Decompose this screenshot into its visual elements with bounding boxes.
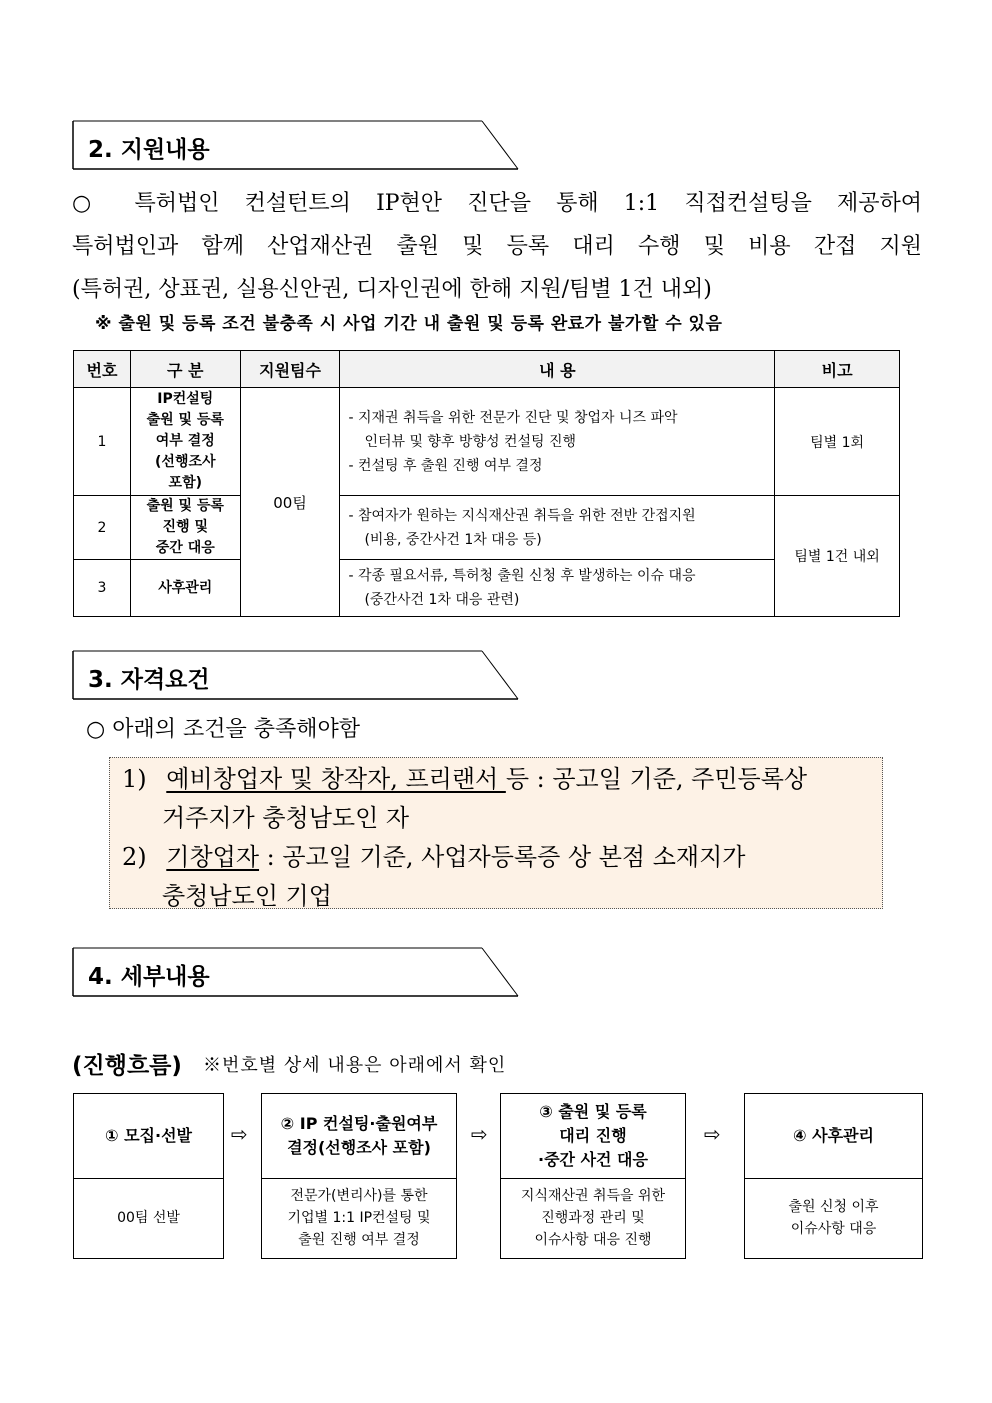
row-category xyxy=(130,496,240,560)
item-text: : 공고일 기준, 사업자등록증 상 본점 소재지가 xyxy=(259,843,746,871)
right-arrow-icon: ⇨ xyxy=(231,1122,248,1146)
item-label: 기창업자 xyxy=(166,843,260,871)
table-row xyxy=(74,388,900,496)
step-body xyxy=(501,1178,685,1258)
category-line: 출원 및 등록 xyxy=(146,498,224,514)
header-content: 내 용 xyxy=(340,351,775,388)
table-row xyxy=(74,496,900,560)
step-heading xyxy=(262,1094,456,1179)
teams-cell: 00팀 xyxy=(240,388,340,617)
section-2-header xyxy=(72,120,520,170)
step-body xyxy=(74,1178,223,1258)
paragraph-line: (특허권, 상표권, 실용신안권, 디자인권에 한해 지원/팀별 1건 내외) xyxy=(72,277,712,302)
header-category: 구 분 xyxy=(130,351,240,388)
body-line: 이슈사항 대응 xyxy=(790,1221,877,1237)
body-line: 진행과정 관리 및 xyxy=(541,1210,645,1226)
heading-line: 결정(선행조사 포함) xyxy=(287,1138,431,1157)
row-content xyxy=(340,388,775,496)
step-body xyxy=(745,1178,922,1258)
section-2-paragraph xyxy=(72,182,922,311)
category-line: (선행조사 xyxy=(155,454,216,470)
body-line: 출원 진행 여부 결정 xyxy=(298,1232,420,1248)
section-3-header xyxy=(72,650,520,700)
heading-line: ·중간 사건 대응 xyxy=(538,1150,648,1169)
content-line: 인터뷰 및 향후 방향성 컨설팅 진행 xyxy=(364,433,577,450)
category-line: IP컨설팅 xyxy=(157,391,214,407)
category-line: 여부 결정 xyxy=(155,433,215,449)
item-number: 2) xyxy=(122,843,147,871)
section-4-title: 4. 세부내용 xyxy=(88,964,210,990)
content-line: - 지재권 취득을 위한 전문가 진단 및 창업자 니즈 파악 xyxy=(348,409,678,426)
right-arrow-icon: ⇨ xyxy=(704,1122,721,1146)
row-num: 2 xyxy=(74,496,131,560)
flow-note: ※번호별 상세 내용은 아래에서 확인 xyxy=(203,1055,507,1076)
flow-step-4 xyxy=(744,1093,923,1259)
heading-line: ② IP 컨설팅·출원여부 xyxy=(280,1114,438,1133)
flow-title: (진행흐름) xyxy=(72,1053,182,1079)
row-note: 팀별 1건 내외 xyxy=(775,496,900,617)
body-line: 00팀 선발 xyxy=(117,1210,180,1226)
body-line: 전문가(변리사)를 통한 xyxy=(290,1188,428,1204)
section-4-header xyxy=(72,947,520,997)
qualification-box xyxy=(109,757,883,909)
item-text: 등 : 공고일 기준, 주민등록상 xyxy=(505,765,808,793)
row-content xyxy=(340,560,775,617)
category-line: 사후관리 xyxy=(158,579,213,596)
qualification-item xyxy=(122,838,882,877)
paragraph-line: ○ 특허법인 컨설턴트의 IP현안 진단을 통해 1:1 직접컨설팅을 제공하여 xyxy=(72,191,922,216)
flow-step-1 xyxy=(73,1093,224,1259)
flow-step-3 xyxy=(500,1093,686,1259)
paragraph-line: 특허법인과 함께 산업재산권 출원 및 등록 대리 수행 및 비용 간접 지원 xyxy=(72,234,922,259)
section-3-title: 3. 자격요건 xyxy=(88,667,210,693)
content-line: - 각종 필요서류, 특허청 출원 신청 후 발생하는 이슈 대응 xyxy=(348,568,696,584)
flow-step-2 xyxy=(261,1093,457,1259)
body-line: 지식재산권 취득을 위한 xyxy=(520,1188,666,1204)
item-text-continued: 거주지가 충청남도인 자 xyxy=(162,804,410,832)
table-header-row xyxy=(74,351,900,388)
category-line: 중간 대응 xyxy=(155,540,215,556)
qualification-item xyxy=(122,760,882,799)
row-num: 3 xyxy=(74,560,131,617)
category-line: 진행 및 xyxy=(162,519,208,535)
row-category xyxy=(130,560,240,617)
step-heading xyxy=(501,1094,685,1179)
section-2-title: 2. 지원내용 xyxy=(88,137,210,163)
header-teams: 지원팀수 xyxy=(240,351,340,388)
item-number: 1) xyxy=(122,765,147,793)
heading-line: ④ 사후관리 xyxy=(793,1126,874,1145)
row-content xyxy=(340,496,775,560)
step-body xyxy=(262,1178,456,1258)
heading-line: 대리 진행 xyxy=(559,1126,627,1145)
item-text-continued: 충청남도인 기업 xyxy=(162,882,332,910)
step-heading xyxy=(745,1094,922,1179)
row-category xyxy=(130,388,240,496)
row-num: 1 xyxy=(74,388,131,496)
item-label: 예비창업자 및 창작자, 프리랜서 xyxy=(166,765,506,793)
right-arrow-icon: ⇨ xyxy=(471,1122,488,1146)
header-note: 비고 xyxy=(775,351,900,388)
body-line: 출원 신청 이후 xyxy=(788,1199,879,1215)
content-line: (비용, 중간사건 1차 대응 등) xyxy=(364,531,542,548)
section-3-intro: ○ 아래의 조건을 충족해야함 xyxy=(86,717,360,742)
header-num: 번호 xyxy=(74,351,131,388)
content-line: - 컨설팅 후 출원 진행 여부 결정 xyxy=(348,457,543,474)
category-line: 포함) xyxy=(168,475,202,491)
heading-line: ① 모집·선발 xyxy=(104,1126,193,1145)
body-line: 이슈사항 대응 진행 xyxy=(534,1232,652,1248)
content-line: (중간사건 1차 대응 관련) xyxy=(364,592,520,608)
section-2-note: ※ 출원 및 등록 조건 불충족 시 사업 기간 내 출원 및 등록 완료가 불가할 수 있음 xyxy=(95,314,723,334)
category-line: 출원 및 등록 xyxy=(146,412,224,428)
heading-line: ③ 출원 및 등록 xyxy=(539,1102,647,1121)
content-line: - 참여자가 원하는 지식재산권 취득을 위한 전반 간접지원 xyxy=(348,507,696,524)
row-note: 팀별 1회 xyxy=(775,388,900,496)
body-line: 기업별 1:1 IP컨설팅 및 xyxy=(287,1210,431,1226)
support-table xyxy=(73,350,900,617)
step-heading xyxy=(74,1094,223,1179)
